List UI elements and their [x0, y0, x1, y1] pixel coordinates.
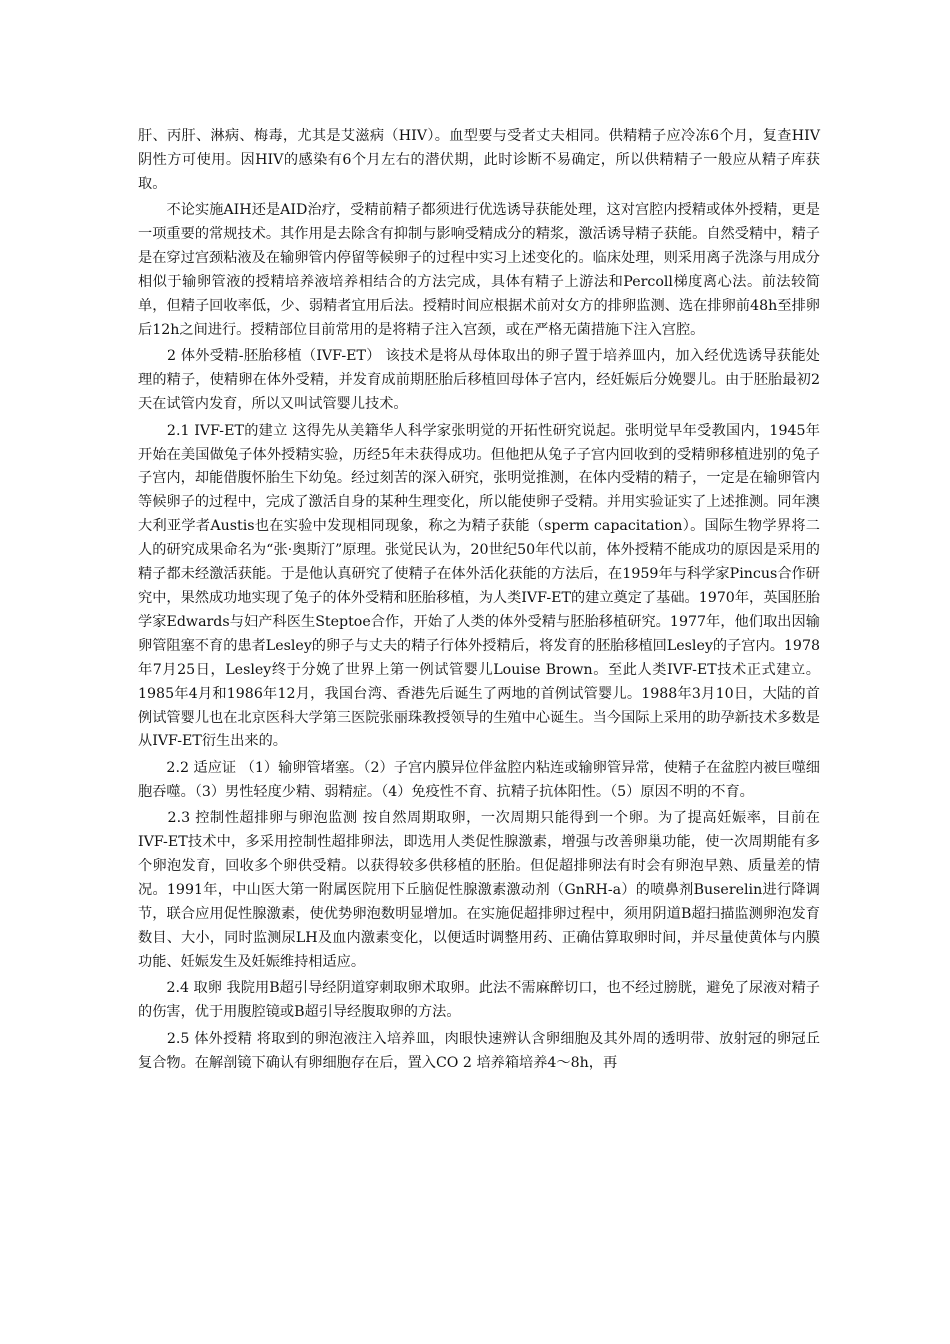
paragraph-ovulation-control: 2.3 控制性超排卵与卵泡监测 按自然周期取卵，一次周期只能得到一个卵。为了提高妊娠率，目前在IVF-ET技术中，多采用控制性超排卵法，即选用人类促性腺激素，增强与改善卵巢功能，使一次周期能有多个卵泡发育，回收多个卵供受精。以获得较多供移植的胚胎。但促超排卵法有时会有卵泡早熟、质量差的情况。1991年，中山医大第一附属医院用下丘脑促性腺激素激动剂（GnRH-a）的喷鼻剂Buserelin进行降调节，联合应用促性腺激素，使优势卵泡数明显增加。在实施促超排卵过程中，须用阴道B超扫描监测卵泡发育数目、大小，同时监测尿LH及血内激素变化，以便适时调整用药、正确估算取卵时间，并尽量使黄体与内膜功能、妊娠发生及妊娠维持相适应。	[138, 810, 820, 970]
paragraph-in-vitro-fertilization: 2.5 体外授精 将取到的卵泡液注入培养皿，肉眼快速辨认含卵细胞及其外周的透明带、放射冠的卵冠丘复合物。在解剖镜下确认有卵细胞存在后，置入CO 2 培养箱培养4～8h，再	[138, 1030, 820, 1071]
paragraph-ivf-et-history: 2.1 IVF-ET的建立 这得先从美籍华人科学家张明觉的开拓性研究说起。张明觉早年受教国内，1945年开始在美国做兔子体外授精实验，历经5年未获得成功。但他把从兔子子宫内回收到的受精卵移植进别的兔子子宫内，却能借腹怀胎生下幼兔。经过刻苦的深入研究，张明觉推测，在体内受精的精子，一定是在输卵管内等候卵子的过程中，完成了激活自身的某种生理变化，所以能使卵子受精。并用实验证实了上述推测。同年澳大利亚学者Austis也在实验中发现相同现象，称之为精子获能（sperm capacitation）。国际生物学界将二人的研究成果命名为“张·奥斯汀”原理。张觉民认为，20世纪50年代以前，体外授精不能成功的原因是采用的精子都未经激活获能。于是他认真研究了使精子在体外活化获能的方法后，在1959年与科学家Pincus合作研究中，果然成功地实现了兔子的体外受精和胚胎移植，为人类IVF-ET的建立奠定了基础。1970年，英国胚胎学家Edwards与妇产科医生Steptoe合作，开始了人类的体外受精与胚胎移植研究。1977年，他们取出因输卵管阻塞不育的患者Lesley的卵子与丈夫的精子行体外授精后，将发育的胚胎移植回Lesley的子宫内。1978年7月25日，Lesley终于分娩了世界上第一例试管婴儿Louise Brown。至此人类IVF-ET技术正式建立。1985年4月和1986年12月，我国台湾、香港先后诞生了两地的首例试管婴儿。1988年3月10日，大陆的首例试管婴儿也在北京医科大学第三医院张丽珠教授领导的生殖中心诞生。当今国际上采用的助孕新技术多数是从IVF-ET衍生出来的。	[138, 422, 820, 750]
paragraph-ivf-et-intro: 2 体外受精-胚胎移植（IVF-ET） 该技术是将从母体取出的卵子置于培养皿内，加入经优选诱导获能处理的精子，使精卵在体外受精，并发育成前期胚胎后移植回母体子宫内，经妊娠后分娩婴儿。由于胚胎最初2天在试管内发育，所以又叫试管婴儿技术。	[138, 348, 820, 413]
paragraph-indications: 2.2 适应证 （1）输卵管堵塞。（2）子宫内膜异位伴盆腔内粘连或输卵管异常，使精子在盆腔内被巨噬细胞吞噬。（3）男性轻度少精、弱精症。（4）免疫性不育、抗精子抗体阳性。（5）原因不明的不育。	[138, 759, 820, 800]
document-body	[138, 125, 820, 1078]
paragraph-sperm-capacitation: 不论实施AIH还是AID治疗，受精前精子都须进行优选诱导获能处理，这对宫腔内授精或体外授精，更是一项重要的常规技术。其作用是去除含有抑制与影响受精成分的精浆，激活诱导精子获能。自然受精中，精子是在穿过宫颈粘液及在输卵管内停留等候卵子的过程中实习上述变化的。临床处理，则采用离子洗涤与用成分相似于输卵管液的授精培养液培养相结合的方法完成，具体有精子上游法和Percoll梯度离心法。前法较简单，但精子回收率低，少、弱精者宜用后法。授精时间应根据术前对女方的排卵监测、选在排卵前48h至排卵后12h之间进行。授精部位目前常用的是将精子注入宫颈，或在严格无菌措施下注入宫腔。	[138, 202, 820, 338]
paragraph-donor-screening: 肝、丙肝、淋病、梅毒，尤其是艾滋病（HIV）。血型要与受者丈夫相同。供精精子应冷冻6个月，复查HIV阴性方可使用。因HIV的感染有6个月左右的潜伏期，此时诊断不易确定，所以供精精子一般应从精子库获取。	[138, 128, 820, 192]
paragraph-egg-retrieval: 2.4 取卵 我院用B超引导经阴道穿刺取卵术取卵。此法不需麻醉切口，也不经过膀胱，避免了尿液对精子的伤害，优于用腹腔镜或B超引导经腹取卵的方法。	[138, 980, 820, 1021]
